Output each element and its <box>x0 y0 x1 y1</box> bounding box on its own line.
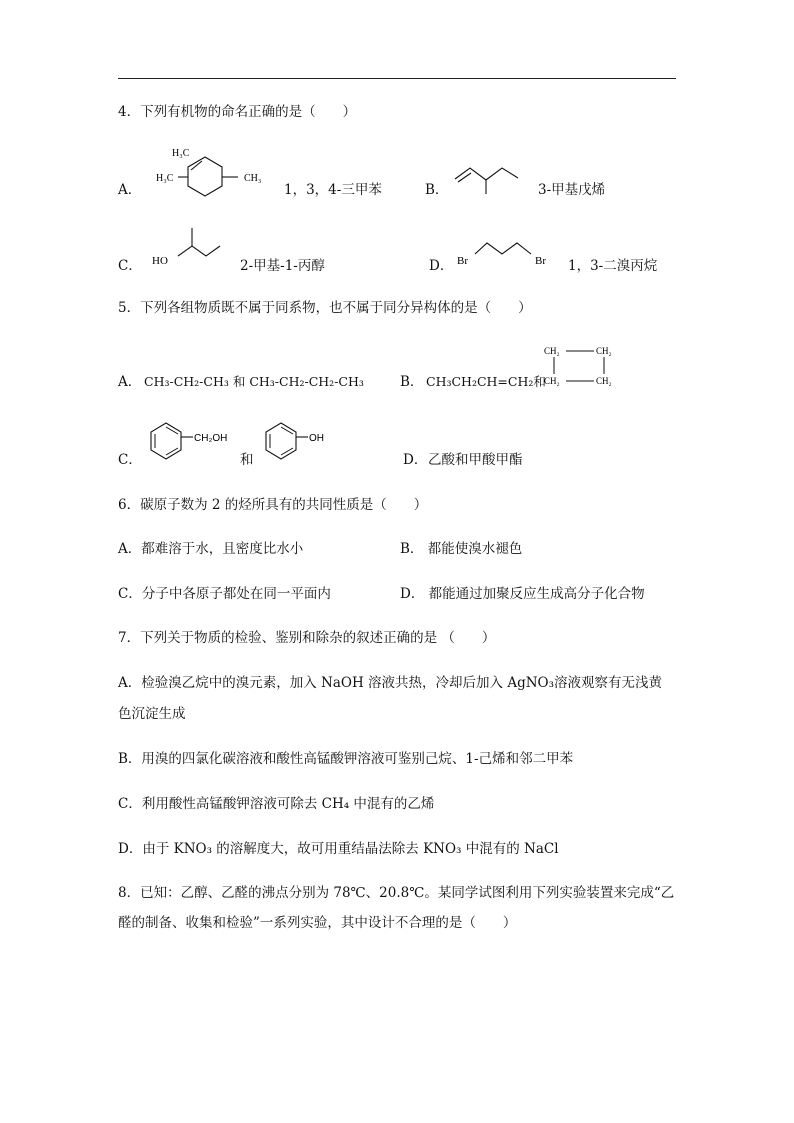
q4-option-a-name: 1，3，4-三甲苯 <box>284 182 382 198</box>
header-rule <box>118 78 676 79</box>
q5-option-b-label: B． <box>400 374 424 390</box>
q5-option-d-text: 乙酸和甲酸甲酯 <box>428 452 523 468</box>
q4-option-c-label: C． <box>118 258 142 274</box>
q5-option-d-label: D． <box>403 452 428 468</box>
q8-line1: 8．已知：乙醇、乙醛的沸点分别为 78℃、20.8℃。某同学试图利用下列实验装置来完成“乙 <box>118 885 675 901</box>
q4-a-group-3: CH₃ <box>244 173 262 184</box>
q5-option-a-text: CH₃-CH₂-CH₃ 和 CH₃-CH₂-CH₂-CH₃ <box>144 374 364 389</box>
q4-stem: 4．下列有机物的命名正确的是（ ） <box>118 104 357 120</box>
ring-group-4: CH₂ <box>596 376 612 386</box>
ring-group-3: CH₂ <box>544 376 560 386</box>
q6-stem: 6．碳原子数为 2 的烃所具有的共同性质是（ ） <box>118 497 428 513</box>
q4-a-group-2: H₃C <box>156 173 174 184</box>
q4-d-structure <box>455 230 567 270</box>
q5-option-c-and: 和 <box>240 452 254 468</box>
benzene-ring <box>188 157 222 196</box>
q4-a-group-1: H₃C <box>172 148 190 159</box>
q7-stem: 7．下列关于物质的检验、鉴别和除杂的叙述正确的是 （ ） <box>118 630 496 646</box>
q6-option-b: B． 都能使溴水褪色 <box>400 541 523 557</box>
q5-c-group-1: CH₂OH <box>194 433 228 444</box>
q4-b-structure <box>450 160 530 200</box>
benzyl-alcohol-structure <box>145 420 245 462</box>
q4-option-b-name: 3-甲基戊烯 <box>538 182 606 198</box>
q4-c-group-1: HO <box>152 255 168 267</box>
q5-option-b-text: CH₃CH₂CH=CH₂和 <box>426 374 546 389</box>
q6-option-d: D． 都能通过加聚反应生成高分子化合物 <box>400 586 645 602</box>
ring-group-1: CH₂ <box>544 346 560 356</box>
q7-option-b: B．用溴的四氯化碳溶液和酸性高锰酸钾溶液可鉴别己烷、1-己烯和邻二甲苯 <box>118 751 574 767</box>
q6-option-c: C．分子中各原子都处在同一平面内 <box>118 586 331 602</box>
cyclobutane-structure <box>540 340 625 390</box>
q4-c-structure <box>150 222 235 270</box>
q4-a-structure <box>150 140 280 200</box>
q4-d-group-2: Br <box>535 255 546 267</box>
ring-double-bond <box>166 427 178 434</box>
q4-d-group-1: Br <box>457 255 468 267</box>
q5-c-group-2: OH <box>309 433 324 444</box>
double-bond <box>458 173 471 182</box>
ring-double-bond <box>166 448 178 455</box>
q5-stem: 5．下列各组物质既不属于同系物，也不属于同分异构体的是（ ） <box>118 300 532 316</box>
q7-option-c: C．利用酸性高锰酸钾溶液可除去 CH₄ 中混有的乙烯 <box>118 796 435 812</box>
q7-option-a-line1: A．检验溴乙烷中的溴元素，加入 NaOH 溶液共热，冷却后加入 AgNO₃溶液观察有无浅黄 <box>118 675 663 691</box>
q4-option-a-label: A． <box>118 182 142 198</box>
q6-option-a: A．都难溶于水，且密度比水小 <box>118 541 304 557</box>
carbon-chain <box>475 243 531 254</box>
q7-option-a-line2: 色沉淀生成 <box>118 706 186 722</box>
q7-option-d: D．由于 KNO₃ 的溶解度大，故可用重结晶法除去 KNO₃ 中混有的 NaCl <box>118 841 559 857</box>
q5-option-a-label: A． <box>118 374 142 390</box>
q5-option-c-label: C． <box>118 452 142 468</box>
carbon-chain <box>178 246 220 256</box>
ring-double-bond <box>281 448 293 455</box>
q4-option-b-label: B． <box>425 182 449 198</box>
phenol-structure <box>260 420 335 462</box>
ring-group-2: CH₂ <box>596 346 612 356</box>
q8-line2: 醛的制备、收集和检验”一系列实验，其中设计不合理的是（ ） <box>118 915 517 931</box>
q4-option-d-name: 1，3-二溴丙烷 <box>568 258 658 274</box>
ring-double-bond <box>281 427 293 434</box>
q4-option-c-name: 2-甲基-1-丙醇 <box>240 258 325 274</box>
q4-option-d-label: D． <box>429 258 454 274</box>
